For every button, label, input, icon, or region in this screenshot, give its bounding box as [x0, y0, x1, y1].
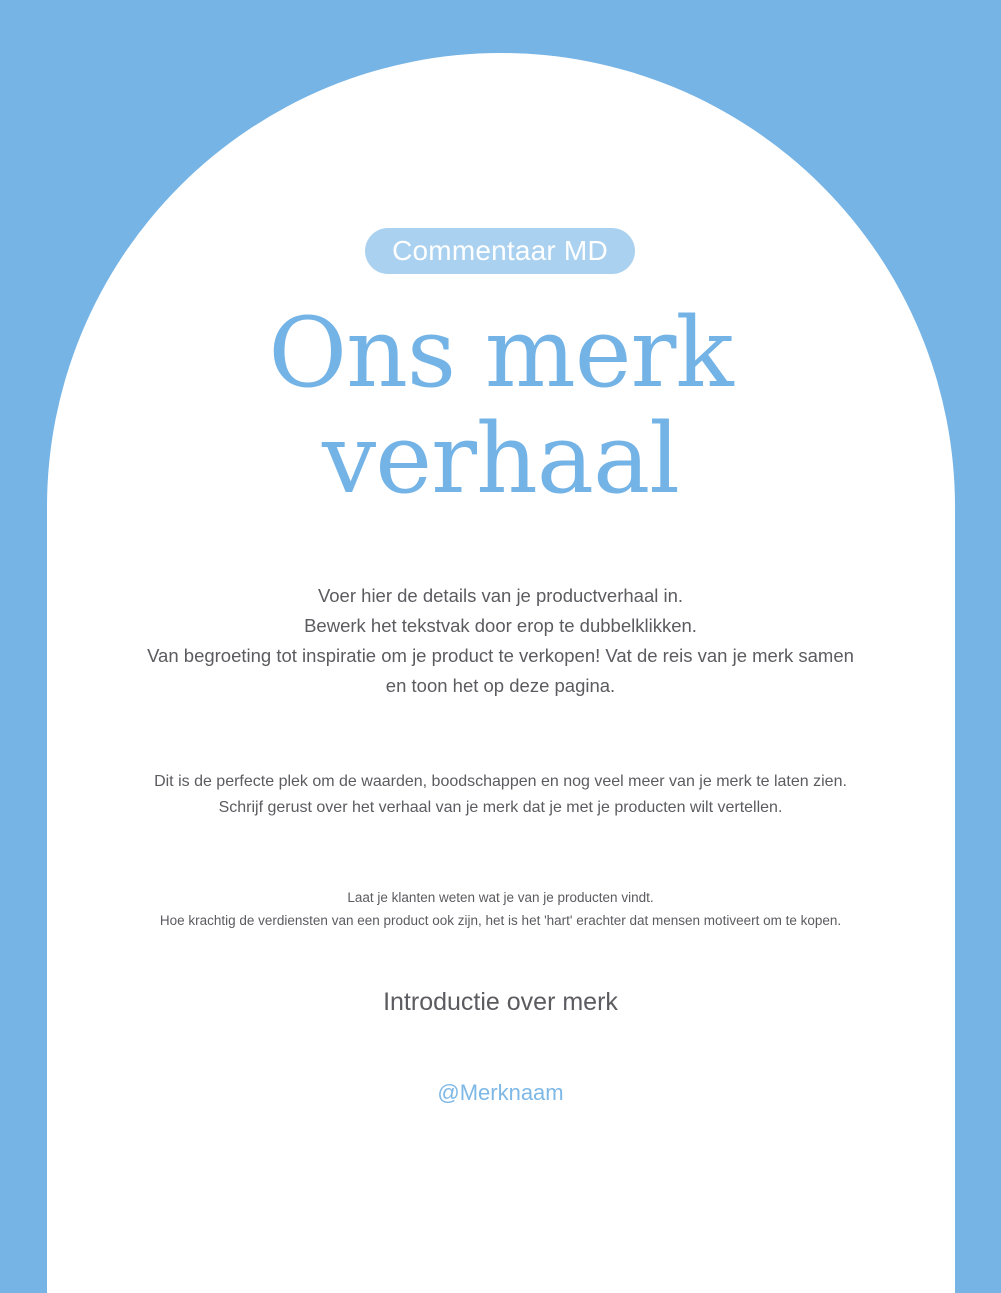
intro-line: Van begroeting tot inspiratie om je product te verkopen! Vat de reis van je merk samen: [147, 645, 854, 666]
heart-line: Hoe krachtig de verdiensten van een product ook zijn, het is het 'hart' erachter dat mensen motiveert om te kopen.: [159, 913, 842, 928]
title-line-1: Ons merk: [268, 297, 733, 409]
heart-line: Laat je klanten weten wat je van je producten vindt.: [347, 890, 654, 905]
intro-paragraph: [100, 581, 901, 701]
intro-line: Bewerk het tekstvak door erop te dubbelklikken.: [304, 615, 697, 636]
values-paragraph: [100, 769, 901, 821]
heart-paragraph: [100, 886, 901, 932]
intro-line: en toon het op deze pagina.: [385, 675, 616, 696]
badge-label: Commentaar MD: [365, 228, 635, 274]
values-line: Schrijf gerust over het verhaal van je merk dat je met je producten wilt vertellen.: [218, 799, 783, 816]
brand-intro-subheading: Introductie over merk: [383, 988, 618, 1016]
page-title: [0, 297, 1001, 515]
brand-handle: @Merknaam: [437, 1080, 564, 1105]
values-line: Dit is de perfecte plek om de waarden, boodschappen en nog veel meer van je merk te laten zien.: [154, 773, 847, 790]
intro-line: Voer hier de details van je productverhaal in.: [317, 585, 684, 606]
title-line-2: verhaal: [322, 403, 679, 515]
